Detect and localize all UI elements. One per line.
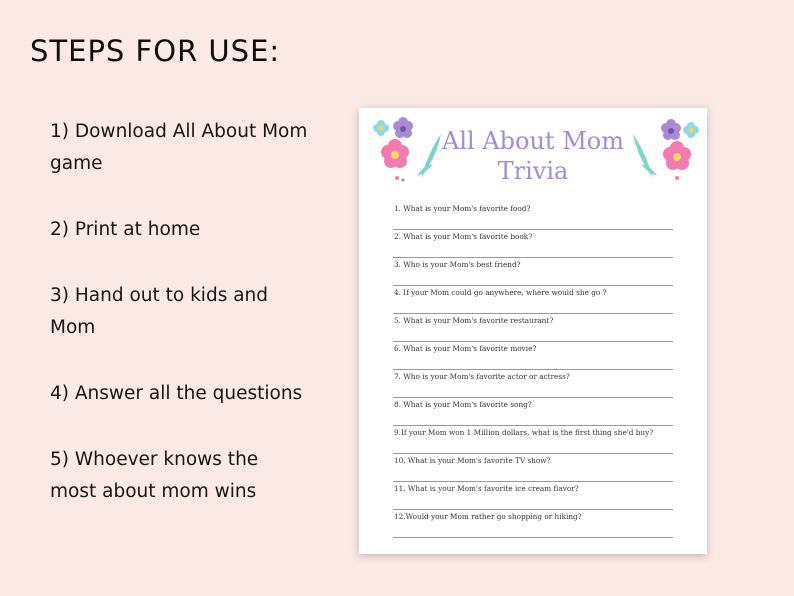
step-3: 3) Hand out to kids and Mom [50, 285, 269, 338]
step-2: 2) Print at home [50, 219, 201, 240]
question-row [393, 398, 673, 426]
question-list [393, 202, 673, 538]
question-text: 9.If your Mom won 1 Million dollars, what is the first thing she'd buy? [394, 428, 654, 437]
question-row [393, 510, 673, 538]
question-text: 4. If your Mom could go anywhere, where would she go ? [394, 288, 607, 297]
question-text: 12.Would your Mom rather go shopping or hiking? [394, 512, 582, 521]
question-text: 8. What is your Mom's favorite song? [394, 400, 532, 409]
step-5: 5) Whoever knows the most about mom wins [50, 449, 259, 502]
question-row [393, 482, 673, 510]
sheet-title [359, 126, 707, 186]
question-text: 7. Who is your Mom's favorite actor or actress? [394, 372, 570, 381]
question-text: 1. What is your Mom's favorite food? [394, 204, 531, 213]
question-text: 2. What is your Mom's favorite book? [394, 232, 533, 241]
question-row [393, 258, 673, 286]
step-4: 4) Answer all the questions [50, 383, 303, 404]
step-1: 1) Download All About Mom game [50, 121, 308, 174]
question-row [393, 426, 673, 454]
question-text: 11. What is your Mom's favorite ice cream flavor? [394, 484, 579, 493]
question-text: 3. Who is your Mom's best friend? [394, 260, 521, 269]
question-row [393, 286, 673, 314]
page-heading: STEPS FOR USE: [30, 34, 281, 68]
question-row [393, 342, 673, 370]
sheet-title-line1: All About Mom [442, 127, 624, 155]
question-text: 5. What is your Mom's favorite restaurant? [394, 316, 554, 325]
sheet-title-line2: Trivia [497, 157, 569, 185]
question-row [393, 230, 673, 258]
question-text: 6. What is your Mom's favorite movie? [394, 344, 537, 353]
question-row [393, 370, 673, 398]
question-row [393, 202, 673, 230]
question-row [393, 314, 673, 342]
trivia-sheet [359, 108, 707, 554]
question-row [393, 454, 673, 482]
question-text: 10. What is your Mom's favorite TV show? [394, 456, 551, 465]
steps-list [50, 116, 310, 542]
